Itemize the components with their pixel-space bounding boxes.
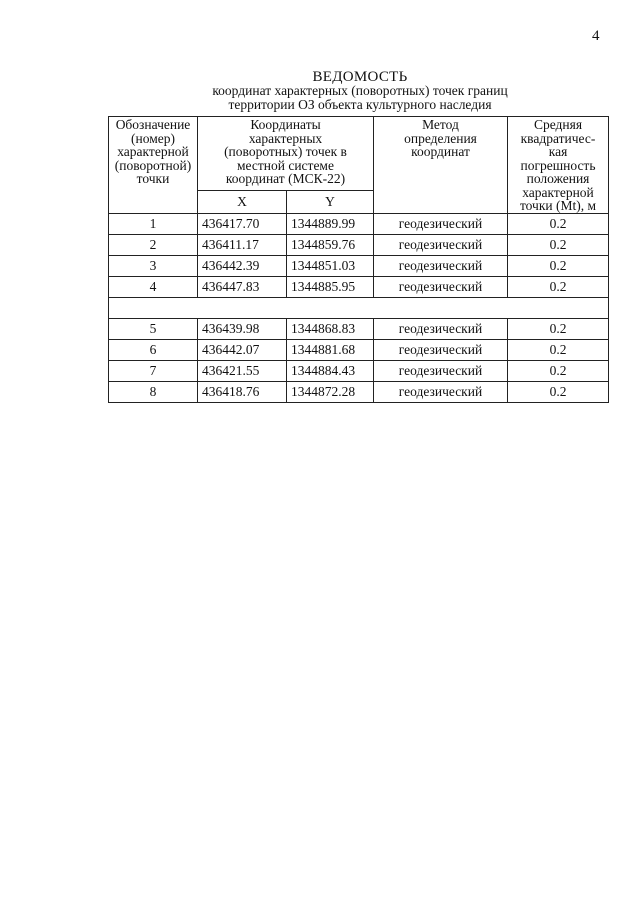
header-coordinates-line: местной системе [237, 157, 334, 173]
coord-x: 436418.76 [198, 381, 287, 402]
error-value: 0.2 [508, 276, 609, 297]
header-method-line: Метод [422, 117, 459, 132]
table-row [109, 360, 609, 381]
header-designation-line: (поворотной) [114, 157, 192, 173]
header-error-line: кая [548, 144, 568, 159]
coord-x: 436421.55 [198, 360, 287, 381]
header-designation-line: (номер) [131, 130, 175, 146]
table-row [109, 213, 609, 234]
coordinates-table [108, 116, 609, 403]
coord-y: 1344889.99 [287, 213, 374, 234]
header-coordinates-line: характерных [248, 130, 323, 146]
document-subtitle-line-2: территории ОЗ объекта культурного наследия [228, 97, 492, 112]
error-value: 0.2 [508, 339, 609, 360]
point-number: 6 [109, 339, 198, 360]
header-error-line: точки (Mt), м [519, 198, 597, 213]
page-number: 4 [592, 28, 600, 44]
coord-y: 1344881.68 [287, 339, 374, 360]
coord-x: 436442.07 [198, 339, 287, 360]
point-number: 8 [109, 381, 198, 402]
coord-y: 1344868.83 [287, 318, 374, 339]
method: геодезический [374, 276, 508, 297]
header-error-line: квадратичес- [520, 130, 596, 146]
method: геодезический [374, 234, 508, 255]
contour-separator-row [109, 297, 609, 318]
header-error-line: положения [526, 171, 590, 186]
point-number: 2 [109, 234, 198, 255]
header-method-line: координат [411, 144, 470, 159]
header-method-line: определения [404, 130, 477, 146]
table-row [109, 276, 609, 297]
error-value: 0.2 [508, 213, 609, 234]
coord-y: 1344885.95 [287, 276, 374, 297]
header-designation-line: точки [136, 171, 170, 186]
header-coordinates-line: Координаты [250, 117, 321, 132]
document-title: ВЕДОМОСТЬ [312, 69, 408, 85]
error-value: 0.2 [508, 234, 609, 255]
separator-cell [109, 297, 609, 318]
header-designation-line: характерной [117, 144, 189, 159]
method: геодезический [374, 339, 508, 360]
error-value: 0.2 [508, 381, 609, 402]
coord-x: 436417.70 [198, 213, 287, 234]
error-value: 0.2 [508, 318, 609, 339]
table-row [109, 339, 609, 360]
header-coordinates [198, 117, 374, 191]
error-value: 0.2 [508, 255, 609, 276]
point-number: 3 [109, 255, 198, 276]
header-designation-line: Обозначение [115, 117, 191, 132]
coord-y: 1344859.76 [287, 234, 374, 255]
method: геодезический [374, 381, 508, 402]
table-row [109, 255, 609, 276]
header-designation [109, 117, 198, 214]
coord-y: 1344872.28 [287, 381, 374, 402]
header-error-line: характерной [522, 184, 594, 200]
header-method [374, 117, 508, 214]
header-error [508, 117, 609, 214]
method: геодезический [374, 318, 508, 339]
point-number: 1 [109, 213, 198, 234]
coord-y: 1344884.43 [287, 360, 374, 381]
point-number: 4 [109, 276, 198, 297]
header-y: Y [287, 191, 374, 213]
point-number: 5 [109, 318, 198, 339]
header-error-line: погрешность [520, 157, 596, 173]
header-error-line: Средняя [533, 117, 583, 132]
table-row [109, 318, 609, 339]
table-row [109, 381, 609, 402]
header-coordinates-line: координат (МСК-22) [225, 171, 346, 186]
coord-x: 436447.83 [198, 276, 287, 297]
title-block [110, 70, 610, 112]
document-subtitle-line-1: координат характерных (поворотных) точек границ [212, 83, 508, 98]
header-coordinates-line: (поворотных) точек в [224, 144, 347, 159]
method: геодезический [374, 360, 508, 381]
point-number: 7 [109, 360, 198, 381]
method: геодезический [374, 255, 508, 276]
coord-y: 1344851.03 [287, 255, 374, 276]
coord-x: 436439.98 [198, 318, 287, 339]
header-x: X [198, 191, 287, 213]
coord-x: 436411.17 [198, 234, 287, 255]
method: геодезический [374, 213, 508, 234]
table-row [109, 234, 609, 255]
coord-x: 436442.39 [198, 255, 287, 276]
error-value: 0.2 [508, 360, 609, 381]
